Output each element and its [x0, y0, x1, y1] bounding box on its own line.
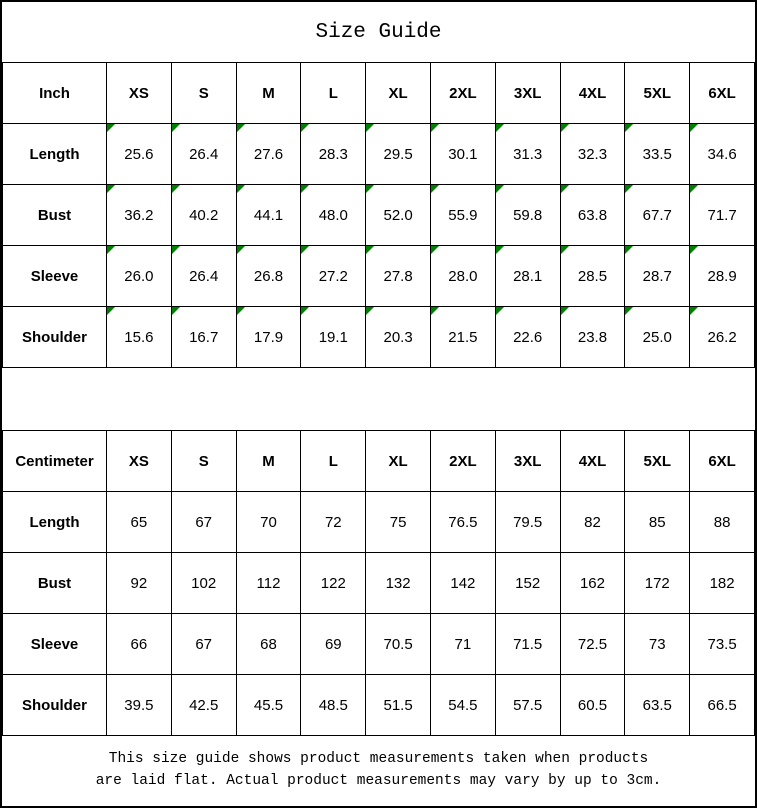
measurement-value-cell: 30.1: [430, 124, 495, 185]
corner-marker-icon: [690, 246, 698, 254]
measurement-value-cell: 44.1: [236, 185, 301, 246]
measurement-value-cell: 26.4: [171, 124, 236, 185]
measurement-value-cell: 20.3: [366, 307, 431, 368]
corner-marker-icon: [431, 307, 439, 315]
measurement-value-cell: 28.3: [301, 124, 366, 185]
measurement-value-cell: 68: [236, 614, 301, 675]
corner-marker-icon: [237, 185, 245, 193]
size-column-header: 6XL: [690, 63, 755, 124]
measurement-disclaimer: [2, 736, 755, 806]
measurement-label: Length: [3, 124, 107, 185]
corner-marker-icon: [561, 185, 569, 193]
size-column-header: 3XL: [495, 431, 560, 492]
corner-marker-icon: [172, 124, 180, 132]
measurement-label: Shoulder: [3, 307, 107, 368]
measurement-value-cell: 27.8: [366, 246, 431, 307]
measurement-value-cell: 112: [236, 553, 301, 614]
measurement-value-cell: 26.2: [690, 307, 755, 368]
measurement-value-cell: 152: [495, 553, 560, 614]
corner-marker-icon: [366, 307, 374, 315]
measurement-value-cell: 67.7: [625, 185, 690, 246]
size-column-header: 5XL: [625, 63, 690, 124]
measurement-value-cell: 23.8: [560, 307, 625, 368]
measurement-label: Sleeve: [3, 614, 107, 675]
measurement-value-cell: 39.5: [107, 675, 172, 736]
corner-marker-icon: [107, 124, 115, 132]
measurement-value-cell: 25.0: [625, 307, 690, 368]
measurement-value-cell: 70: [236, 492, 301, 553]
disclaimer-line-2: are laid flat. Actual product measurements may vary by up to 3cm.: [95, 773, 662, 789]
size-column-header: L: [301, 63, 366, 124]
measurement-value-cell: 31.3: [495, 124, 560, 185]
measurement-row: [3, 614, 755, 675]
measurement-label: Sleeve: [3, 246, 107, 307]
unit-label: Centimeter: [3, 431, 107, 492]
measurement-row: [3, 246, 755, 307]
corner-marker-icon: [237, 246, 245, 254]
measurement-value-cell: 54.5: [430, 675, 495, 736]
measurement-value-cell: 17.9: [236, 307, 301, 368]
size-column-header: 2XL: [430, 431, 495, 492]
size-column-header: M: [236, 431, 301, 492]
measurement-value-cell: 28.7: [625, 246, 690, 307]
measurement-value-cell: 73.5: [690, 614, 755, 675]
measurement-value-cell: 66.5: [690, 675, 755, 736]
corner-marker-icon: [625, 246, 633, 254]
measurement-row: [3, 553, 755, 614]
measurement-value-cell: 82: [560, 492, 625, 553]
measurement-value-cell: 29.5: [366, 124, 431, 185]
measurement-value-cell: 79.5: [495, 492, 560, 553]
measurement-value-cell: 71.5: [495, 614, 560, 675]
measurement-value-cell: 85: [625, 492, 690, 553]
size-column-header: 3XL: [495, 63, 560, 124]
measurement-value-cell: 71.7: [690, 185, 755, 246]
size-column-header: 4XL: [560, 431, 625, 492]
size-column-header: 6XL: [690, 431, 755, 492]
measurement-value-cell: 22.6: [495, 307, 560, 368]
corner-marker-icon: [301, 307, 309, 315]
measurement-value-cell: 45.5: [236, 675, 301, 736]
page-title: Size Guide: [315, 20, 442, 44]
corner-marker-icon: [496, 124, 504, 132]
size-column-header: XL: [366, 431, 431, 492]
measurement-value-cell: 27.2: [301, 246, 366, 307]
measurement-value-cell: 27.6: [236, 124, 301, 185]
measurement-value-cell: 71: [430, 614, 495, 675]
measurement-value-cell: 122: [301, 553, 366, 614]
measurement-value-cell: 28.9: [690, 246, 755, 307]
corner-marker-icon: [301, 246, 309, 254]
measurement-row: [3, 492, 755, 553]
measurement-value-cell: 132: [366, 553, 431, 614]
size-header-row: [3, 431, 755, 492]
measurement-value-cell: 26.4: [171, 246, 236, 307]
measurement-value-cell: 75: [366, 492, 431, 553]
measurement-value-cell: 32.3: [560, 124, 625, 185]
measurement-value-cell: 26.8: [236, 246, 301, 307]
measurement-value-cell: 42.5: [171, 675, 236, 736]
measurement-value-cell: 21.5: [430, 307, 495, 368]
measurement-value-cell: 67: [171, 492, 236, 553]
size-column-header: L: [301, 431, 366, 492]
corner-marker-icon: [690, 124, 698, 132]
measurement-value-cell: 88: [690, 492, 755, 553]
disclaimer-line-1: This size guide shows product measurements taken when products: [108, 751, 649, 768]
corner-marker-icon: [496, 185, 504, 193]
measurement-value-cell: 182: [690, 553, 755, 614]
measurement-value-cell: 15.6: [107, 307, 172, 368]
measurement-value-cell: 142: [430, 553, 495, 614]
measurement-value-cell: 33.5: [625, 124, 690, 185]
measurement-value-cell: 40.2: [171, 185, 236, 246]
measurement-value-cell: 59.8: [495, 185, 560, 246]
corner-marker-icon: [690, 185, 698, 193]
measurement-value-cell: 34.6: [690, 124, 755, 185]
measurement-value-cell: 65: [107, 492, 172, 553]
measurement-label: Bust: [3, 553, 107, 614]
measurement-row: [3, 675, 755, 736]
measurement-value-cell: 72: [301, 492, 366, 553]
corner-marker-icon: [496, 246, 504, 254]
size-column-header: 4XL: [560, 63, 625, 124]
measurement-value-cell: 72.5: [560, 614, 625, 675]
measurement-value-cell: 28.5: [560, 246, 625, 307]
measurement-value-cell: 36.2: [107, 185, 172, 246]
measurement-value-cell: 172: [625, 553, 690, 614]
corner-marker-icon: [107, 185, 115, 193]
corner-marker-icon: [107, 307, 115, 315]
corner-marker-icon: [625, 307, 633, 315]
measurement-value-cell: 67: [171, 614, 236, 675]
corner-marker-icon: [561, 307, 569, 315]
measurement-value-cell: 57.5: [495, 675, 560, 736]
corner-marker-icon: [107, 246, 115, 254]
measurement-value-cell: 69: [301, 614, 366, 675]
size-column-header: M: [236, 63, 301, 124]
size-column-header: XS: [107, 63, 172, 124]
corner-marker-icon: [237, 124, 245, 132]
measurement-value-cell: 51.5: [366, 675, 431, 736]
corner-marker-icon: [172, 307, 180, 315]
measurement-value-cell: 52.0: [366, 185, 431, 246]
measurement-row: [3, 124, 755, 185]
measurement-value-cell: 28.1: [495, 246, 560, 307]
measurement-value-cell: 26.0: [107, 246, 172, 307]
size-column-header: XS: [107, 431, 172, 492]
measurement-value-cell: 102: [171, 553, 236, 614]
measurement-value-cell: 70.5: [366, 614, 431, 675]
measurement-label: Length: [3, 492, 107, 553]
centimeter-size-table: [2, 430, 755, 736]
size-column-header: S: [171, 431, 236, 492]
corner-marker-icon: [366, 124, 374, 132]
measurement-value-cell: 63.5: [625, 675, 690, 736]
measurement-label: Bust: [3, 185, 107, 246]
corner-marker-icon: [496, 307, 504, 315]
measurement-value-cell: 25.6: [107, 124, 172, 185]
inch-size-table: [2, 62, 755, 368]
measurement-value-cell: 48.5: [301, 675, 366, 736]
size-header-row: [3, 63, 755, 124]
measurement-value-cell: 16.7: [171, 307, 236, 368]
measurement-value-cell: 63.8: [560, 185, 625, 246]
corner-marker-icon: [431, 185, 439, 193]
measurement-value-cell: 55.9: [430, 185, 495, 246]
measurement-value-cell: 162: [560, 553, 625, 614]
size-column-header: 5XL: [625, 431, 690, 492]
corner-marker-icon: [561, 246, 569, 254]
unit-label: Inch: [3, 63, 107, 124]
measurement-value-cell: 48.0: [301, 185, 366, 246]
measurement-row: [3, 307, 755, 368]
measurement-label: Shoulder: [3, 675, 107, 736]
corner-marker-icon: [431, 246, 439, 254]
size-column-header: S: [171, 63, 236, 124]
measurement-value-cell: 19.1: [301, 307, 366, 368]
corner-marker-icon: [690, 307, 698, 315]
corner-marker-icon: [561, 124, 569, 132]
measurement-value-cell: 76.5: [430, 492, 495, 553]
measurement-row: [3, 185, 755, 246]
corner-marker-icon: [237, 307, 245, 315]
measurement-value-cell: 73: [625, 614, 690, 675]
measurement-value-cell: 92: [107, 553, 172, 614]
corner-marker-icon: [172, 185, 180, 193]
corner-marker-icon: [625, 185, 633, 193]
corner-marker-icon: [366, 246, 374, 254]
table-spacer: [2, 368, 755, 430]
corner-marker-icon: [301, 185, 309, 193]
measurement-value-cell: 66: [107, 614, 172, 675]
measurement-value-cell: 28.0: [430, 246, 495, 307]
corner-marker-icon: [366, 185, 374, 193]
corner-marker-icon: [172, 246, 180, 254]
corner-marker-icon: [625, 124, 633, 132]
corner-marker-icon: [301, 124, 309, 132]
size-column-header: XL: [366, 63, 431, 124]
measurement-value-cell: 60.5: [560, 675, 625, 736]
size-column-header: 2XL: [430, 63, 495, 124]
corner-marker-icon: [431, 124, 439, 132]
